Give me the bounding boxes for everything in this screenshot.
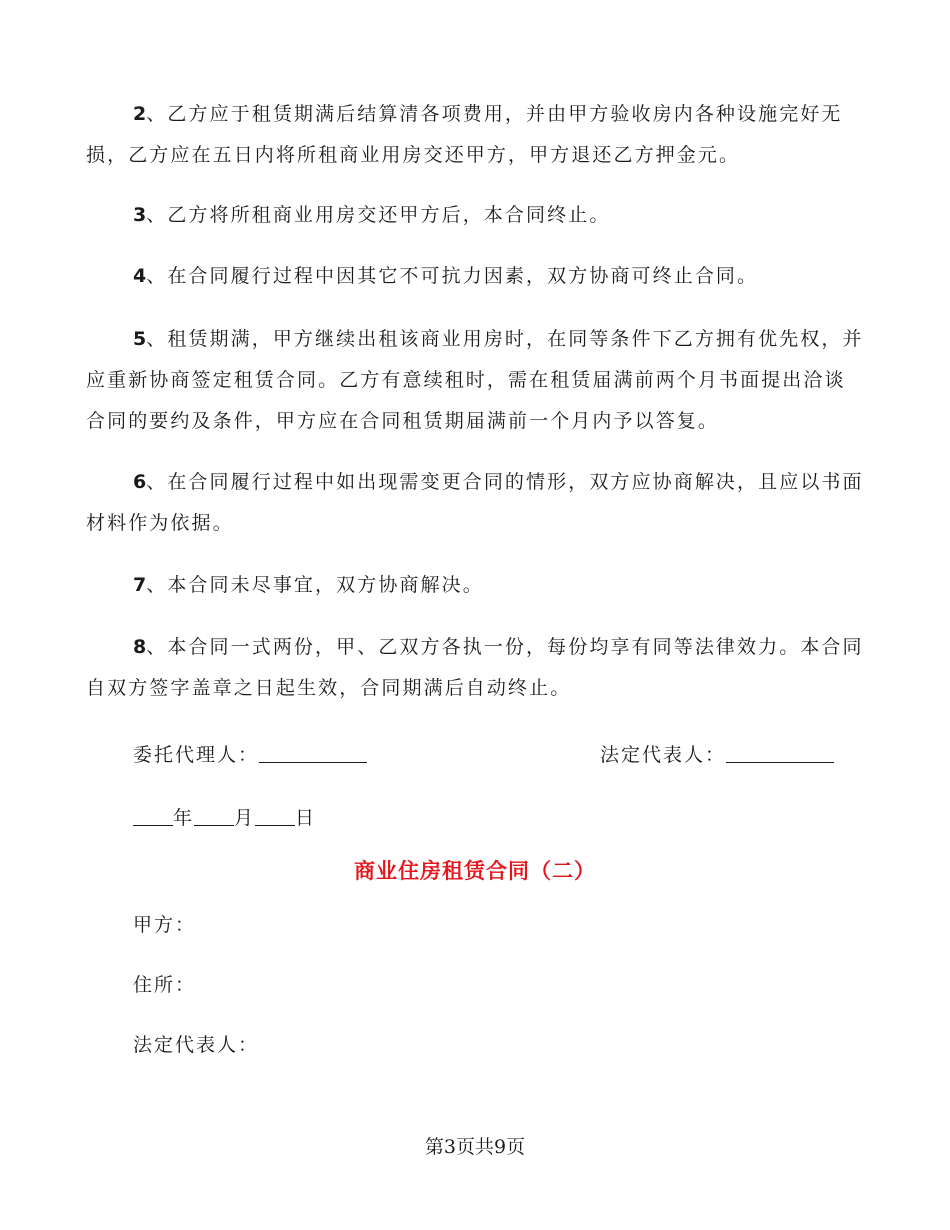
clause-5 [86, 319, 866, 442]
party-a-field: 甲方： [133, 914, 197, 936]
clause-4 [86, 256, 866, 297]
section-title: 商业住房租赁合同（二） [354, 859, 596, 883]
address-field: 住所： [133, 974, 197, 996]
clause-number: 2 [133, 103, 147, 125]
clause-number: 7 [133, 574, 147, 596]
agent-signature-line [133, 740, 367, 767]
clause-text: 、本合同未尽事宜，双方协商解决。 [146, 574, 484, 596]
clause-number: 5 [133, 328, 147, 350]
legal-rep-label: 法定代表人： [600, 744, 727, 766]
day-label: 日 [295, 807, 317, 829]
month-blank[interactable] [194, 807, 234, 826]
month-label: 月 [234, 807, 256, 829]
legal-rep-field: 法定代表人： [133, 1034, 260, 1056]
date-line [133, 803, 316, 830]
clause-number: 3 [133, 204, 147, 226]
clause-3 [86, 195, 866, 236]
legal-rep-signature-line [600, 740, 834, 767]
year-blank[interactable] [133, 807, 173, 826]
clause-6 [86, 462, 866, 544]
clause-7 [86, 565, 866, 606]
clause-2 [86, 94, 866, 176]
legal-rep-blank[interactable] [726, 744, 834, 763]
clause-text: 、乙方将所租商业用房交还甲方后，本合同终止。 [146, 204, 611, 226]
page-number-footer: 第3页共9页 [424, 1136, 526, 1158]
clause-text: 、本合同一式两份，甲、乙双方各执一份，每份均享有同等法律效力。本合同自双方签字盖章之日起生效，合同期满后自动终止。 [86, 636, 864, 699]
clause-number: 6 [133, 471, 147, 493]
agent-label: 委托代理人： [133, 744, 260, 766]
clause-number: 8 [133, 636, 147, 658]
clause-number: 4 [133, 265, 147, 287]
clause-text: 、租赁期满，甲方继续出租该商业用房时，在同等条件下乙方拥有优先权，并应重新协商签定租赁合同。乙方有意续租时，需在租赁届满前两个月书面提出洽谈合同的要约及条件，甲方应在合同租赁期届满前一个月内予以答复。 [86, 328, 864, 432]
clause-8 [86, 627, 866, 709]
clause-text: 、在合同履行过程中如出现需变更合同的情形，双方应协商解决，且应以书面材料作为依据。 [86, 471, 864, 534]
year-label: 年 [173, 807, 195, 829]
day-blank[interactable] [255, 807, 295, 826]
clause-text: 、在合同履行过程中因其它不可抗力因素，双方协商可终止合同。 [146, 265, 759, 287]
clause-text: 、乙方应于租赁期满后结算清各项费用，并由甲方验收房内各种设施完好无损，乙方应在五日内将所租商业用房交还甲方，甲方退还乙方押金元。 [86, 103, 843, 166]
agent-blank[interactable] [259, 744, 367, 763]
